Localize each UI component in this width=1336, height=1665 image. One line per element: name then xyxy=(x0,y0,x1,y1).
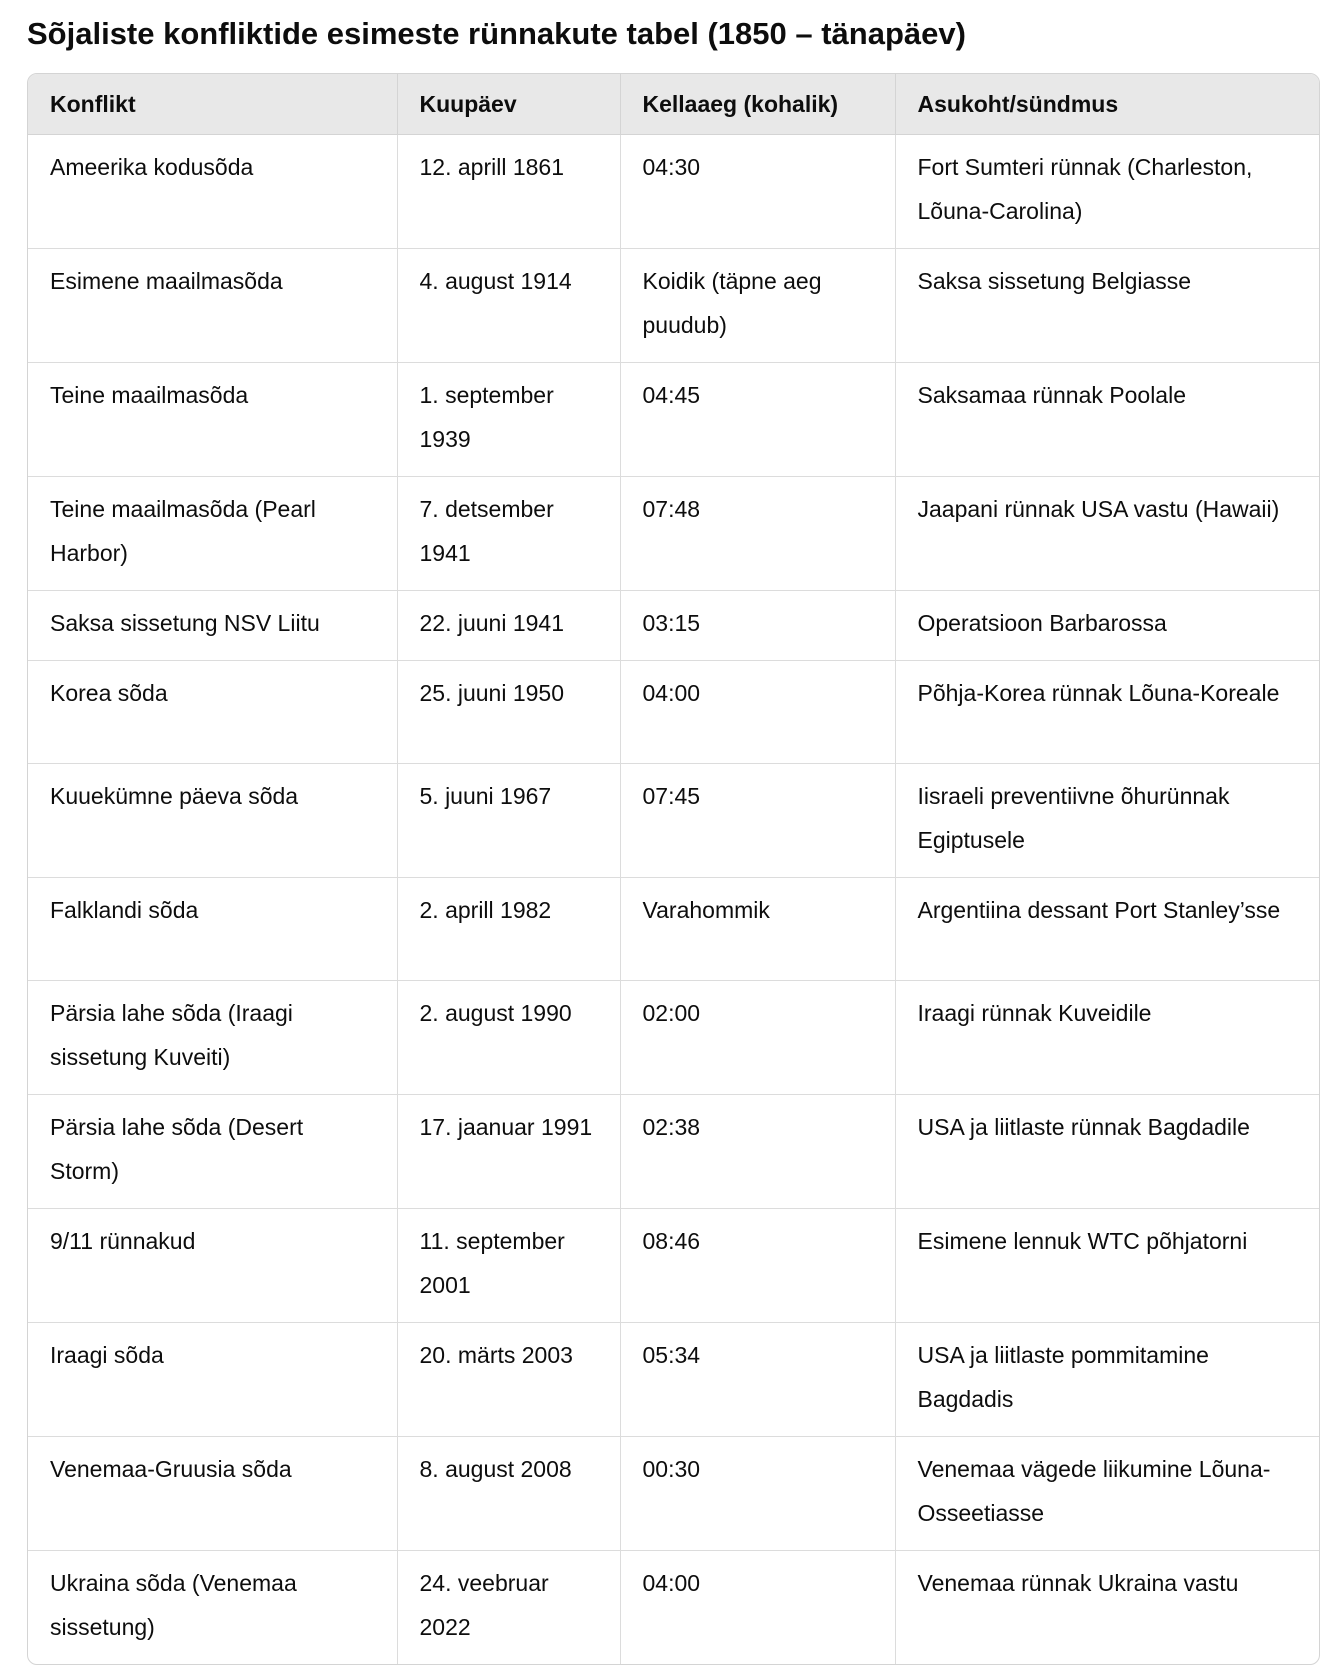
cell-conflict: Venemaa-Gruusia sõda xyxy=(28,1436,397,1550)
table-row xyxy=(28,1550,1319,1664)
cell-location: Venemaa vägede liikumine Lõuna-Osseetiasse xyxy=(895,1436,1319,1550)
table-row xyxy=(28,590,1319,660)
cell-location: Iisraeli preventiivne õhurünnak Egiptusele xyxy=(895,763,1319,877)
cell-conflict: Saksa sissetung NSV Liitu xyxy=(28,590,397,660)
cell-date: 11. september 2001 xyxy=(397,1208,620,1322)
cell-conflict: Ukraina sõda (Venemaa sissetung) xyxy=(28,1550,397,1664)
conflicts-table-container xyxy=(27,73,1320,1665)
cell-conflict: Iraagi sõda xyxy=(28,1322,397,1436)
cell-time: 08:46 xyxy=(620,1208,895,1322)
table-row xyxy=(28,362,1319,476)
cell-date: 4. august 1914 xyxy=(397,248,620,362)
cell-conflict: Pärsia lahe sõda (Desert Storm) xyxy=(28,1094,397,1208)
table-row xyxy=(28,660,1319,763)
table-row xyxy=(28,248,1319,362)
cell-conflict: Ameerika kodusõda xyxy=(28,134,397,248)
table-row xyxy=(28,980,1319,1094)
cell-time: Koidik (täpne aeg puudub) xyxy=(620,248,895,362)
cell-date: 1. september 1939 xyxy=(397,362,620,476)
table-row xyxy=(28,763,1319,877)
cell-date: 17. jaanuar 1991 xyxy=(397,1094,620,1208)
cell-location: Fort Sumteri rünnak (Charleston, Lõuna-Carolina) xyxy=(895,134,1319,248)
cell-location: USA ja liitlaste rünnak Bagdadile xyxy=(895,1094,1319,1208)
cell-time: 03:15 xyxy=(620,590,895,660)
cell-location: Saksamaa rünnak Poolale xyxy=(895,362,1319,476)
cell-date: 2. august 1990 xyxy=(397,980,620,1094)
table-row xyxy=(28,1094,1319,1208)
cell-conflict: Pärsia lahe sõda (Iraagi sissetung Kuveiti) xyxy=(28,980,397,1094)
cell-date: 24. veebruar 2022 xyxy=(397,1550,620,1664)
cell-location: Jaapani rünnak USA vastu (Hawaii) xyxy=(895,476,1319,590)
cell-conflict: Falklandi sõda xyxy=(28,877,397,980)
table-row xyxy=(28,1322,1319,1436)
cell-location: Operatsioon Barbarossa xyxy=(895,590,1319,660)
table-row xyxy=(28,134,1319,248)
cell-time: 04:45 xyxy=(620,362,895,476)
cell-time: 04:00 xyxy=(620,1550,895,1664)
cell-date: 12. aprill 1861 xyxy=(397,134,620,248)
cell-time: 02:00 xyxy=(620,980,895,1094)
table-row xyxy=(28,476,1319,590)
page-title: Sõjaliste konfliktide esimeste rünnakute tabel (1850 – tänapäev) xyxy=(27,16,966,51)
cell-conflict: Korea sõda xyxy=(28,660,397,763)
cell-time: Varahommik xyxy=(620,877,895,980)
cell-location: Saksa sissetung Belgiasse xyxy=(895,248,1319,362)
cell-date: 20. märts 2003 xyxy=(397,1322,620,1436)
cell-location: USA ja liitlaste pommitamine Bagdadis xyxy=(895,1322,1319,1436)
cell-conflict: Teine maailmasõda xyxy=(28,362,397,476)
cell-conflict: 9/11 rünnakud xyxy=(28,1208,397,1322)
table-header xyxy=(28,74,1319,134)
cell-time: 00:30 xyxy=(620,1436,895,1550)
header-date: Kuupäev xyxy=(397,74,620,134)
cell-time: 07:45 xyxy=(620,763,895,877)
cell-conflict: Teine maailmasõda (Pearl Harbor) xyxy=(28,476,397,590)
conflicts-table xyxy=(28,74,1319,1664)
cell-location: Venemaa rünnak Ukraina vastu xyxy=(917,1569,1239,1596)
cell-time: 04:00 xyxy=(620,660,895,763)
header-location: Asukoht/sündmus xyxy=(895,74,1319,134)
cell-location: Põhja-Korea rünnak Lõuna-Koreale xyxy=(895,660,1319,763)
cell-location: Iraagi rünnak Kuveidile xyxy=(895,980,1319,1094)
table-row xyxy=(28,1436,1319,1550)
cell-date: 2. aprill 1982 xyxy=(397,877,620,980)
cell-time: 07:48 xyxy=(620,476,895,590)
cell-date: 8. august 2008 xyxy=(397,1436,620,1550)
cell-time: 02:38 xyxy=(620,1094,895,1208)
header-row xyxy=(28,74,1319,134)
cell-location: Argentiina dessant Port Stanley’sse xyxy=(895,877,1319,980)
cell-date: 5. juuni 1967 xyxy=(397,763,620,877)
table-row xyxy=(28,1208,1319,1322)
cell-conflict: Esimene maailmasõda xyxy=(28,248,397,362)
cell-date: 25. juuni 1950 xyxy=(397,660,620,763)
table-row xyxy=(28,877,1319,980)
cell-date: 7. detsember 1941 xyxy=(397,476,620,590)
cell-date: 22. juuni 1941 xyxy=(397,590,620,660)
cell-location: Esimene lennuk WTC põhjatorni xyxy=(895,1208,1319,1322)
cell-time: 05:34 xyxy=(620,1322,895,1436)
cell-conflict: Kuuekümne päeva sõda xyxy=(28,763,397,877)
cell-time: 04:30 xyxy=(620,134,895,248)
table-body xyxy=(28,134,1319,1664)
header-time: Kellaaeg (kohalik) xyxy=(620,74,895,134)
header-conflict: Konflikt xyxy=(28,74,397,134)
